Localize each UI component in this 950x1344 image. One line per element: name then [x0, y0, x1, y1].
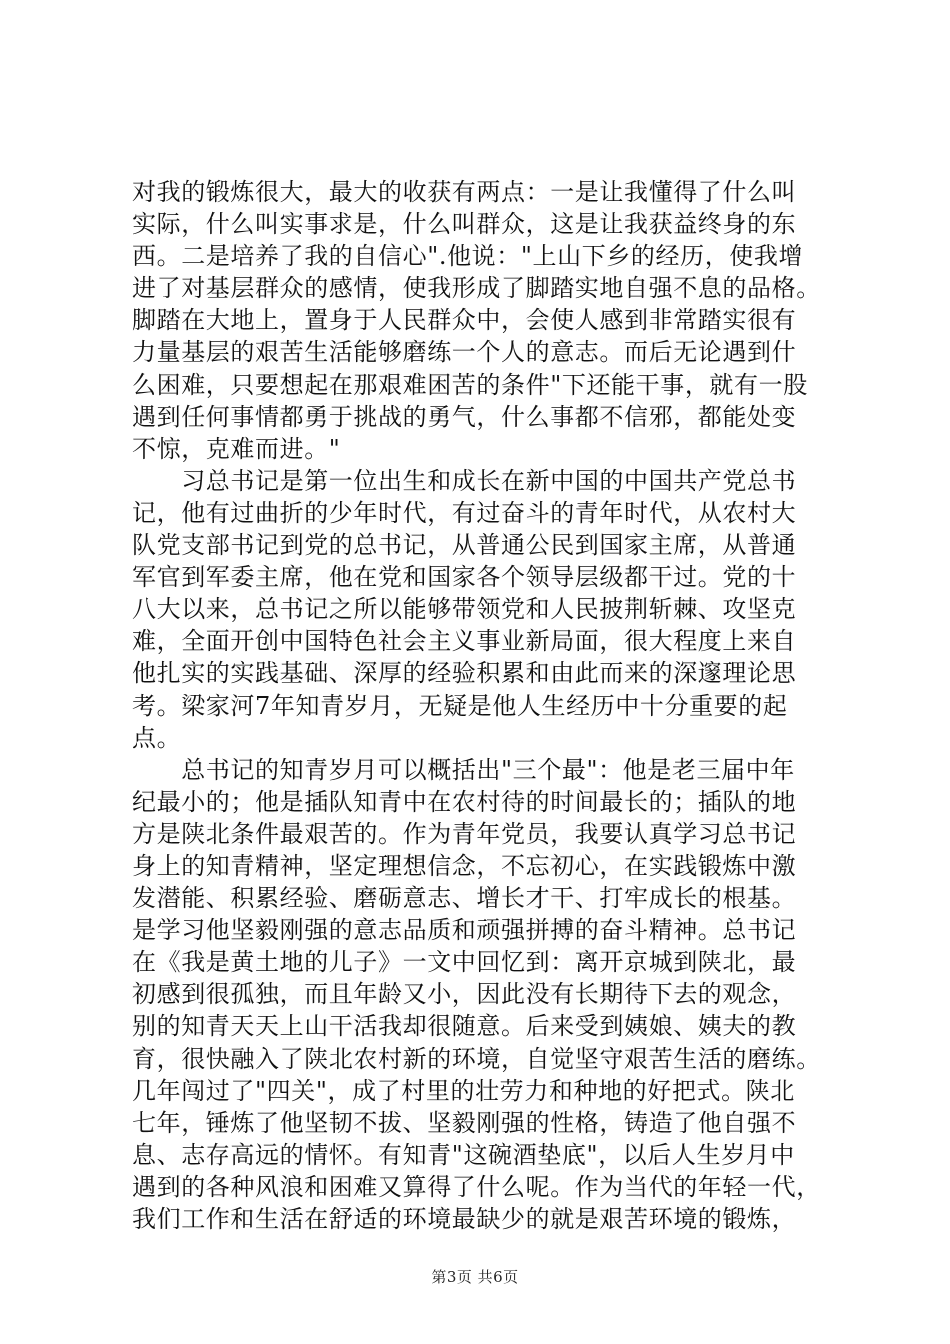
- text-line: 在《我是黄土地的儿子》一文中回忆到：离开京城到陕北，最: [132, 948, 797, 977]
- text-line: 点。: [132, 723, 182, 752]
- text-line: 方是陕北条件最艰苦的。作为青年党员，我要认真学习总书记: [132, 819, 797, 848]
- text-line: 八大以来，总书记之所以能够带领党和人民披荆斩棘、攻坚克: [132, 595, 797, 624]
- text-line: 实际，什么叫实事求是，什么叫群众，这是让我获益终身的东: [132, 210, 797, 239]
- text-line: 息、志存高远的情怀。有知青"这碗酒垫底"，以后人生岁月中: [132, 1140, 795, 1169]
- page-footer: 第3页 共6页: [431, 1268, 519, 1286]
- text-line: 脚踏在大地上，置身于人民群众中，会使人感到非常踏实很有: [132, 306, 797, 335]
- text-line: 育，很快融入了陕北农村新的环境，自觉坚守艰苦生活的磨练。: [132, 1044, 821, 1073]
- text-line: 别的知青天天上山干活我却很随意。后来受到姨娘、姨夫的教: [132, 1012, 797, 1041]
- text-line: 考。梁家河7年知青岁月，无疑是他人生经历中十分重要的起: [132, 691, 788, 720]
- text-line: 不惊，克难而进。": [132, 434, 341, 463]
- text-line: 几年闯过了"四关"，成了村里的壮劳力和种地的好把式。陕北: [132, 1076, 795, 1105]
- text-line: 进了对基层群众的感情，使我形成了脚踏实地自强不息的品格。: [132, 274, 821, 303]
- text-line: 遇到的各种风浪和困难又算得了什么呢。作为当代的年轻一代，: [132, 1172, 821, 1201]
- text-line: 纪最小的；他是插队知青中在农村待的时间最长的；插队的地: [132, 787, 797, 816]
- text-line: 记，他有过曲折的少年时代，有过奋斗的青年时代，从农村大: [132, 498, 797, 527]
- body-text: [132, 176, 852, 1235]
- text-line: 是学习他坚毅刚强的意志品质和顽强拼搏的奋斗精神。总书记: [132, 916, 797, 945]
- text-line: 么困难，只要想起在那艰难困苦的条件"下还能干事，就有一股: [132, 370, 808, 399]
- text-line: 七年，锤炼了他坚韧不拔、坚毅刚强的性格，铸造了他自强不: [132, 1108, 797, 1137]
- text-line: 对我的锻炼很大，最大的收获有两点：一是让我懂得了什么叫: [132, 178, 797, 206]
- text-line: 遇到任何事情都勇于挑战的勇气，什么事都不信邪，都能处变: [132, 402, 797, 431]
- text-line: 他扎实的实践基础、深厚的经验积累和由此而来的深邃理论思: [132, 659, 797, 688]
- text-line: 习总书记是第一位出生和成长在新中国的中国共产党总书: [132, 466, 797, 495]
- text-line: 我们工作和生活在舒适的环境最缺少的就是艰苦环境的锻炼，: [132, 1205, 797, 1233]
- text-line: 西。二是培养了我的自信心".他说："上山下乡的经历，使我增: [132, 242, 804, 271]
- text-line: 难，全面开创中国特色社会主义事业新局面，很大程度上来自: [132, 627, 797, 656]
- text-line: 力量基层的艰苦生活能够磨练一个人的意志。而后无论遇到什: [132, 338, 797, 367]
- text-line: 军官到军委主席，他在党和国家各个领导层级都干过。党的十: [132, 563, 797, 592]
- text-line: 总书记的知青岁月可以概括出"三个最"：他是老三届中年: [132, 755, 795, 784]
- text-line: 初感到很孤独，而且年龄又小，因此没有长期待下去的观念，: [132, 980, 797, 1009]
- text-line: 队党支部书记到党的总书记，从普通公民到国家主席，从普通: [132, 531, 797, 560]
- text-line: 发潜能、积累经验、磨砺意志、增长才干、打牢成长的根基。: [132, 884, 797, 913]
- text-line: 身上的知青精神，坚定理想信念，不忘初心，在实践锻炼中激: [132, 851, 797, 880]
